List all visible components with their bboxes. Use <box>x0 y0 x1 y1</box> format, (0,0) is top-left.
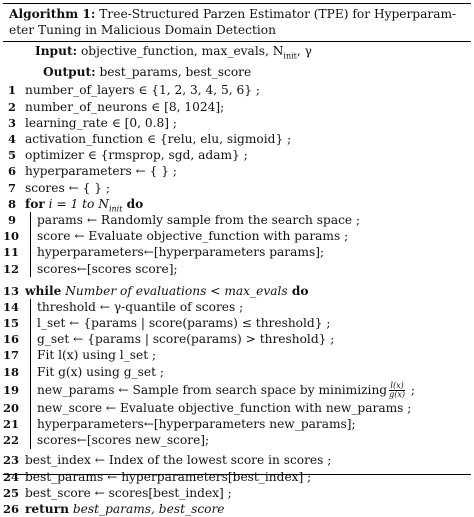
line-text: scores←[scores score]; <box>37 261 178 276</box>
keyword-return: return <box>25 501 69 516</box>
line-text: best_index ← Index of the lowest score in scores ; <box>25 453 332 468</box>
caption-label: Algorithm 1: <box>9 7 96 21</box>
line-text: best_score ← scores[best_index] ; <box>25 485 232 500</box>
line-text: hyperparameters ← { } ; <box>25 164 178 179</box>
algorithm-line <box>3 212 471 228</box>
line-number: 20 <box>3 400 20 415</box>
line-text: Fit l(x) using l_set ; <box>37 348 157 363</box>
caption-title-line1: Tree-Structured Parzen Estimator (TPE) for Hyperparam- <box>99 7 457 21</box>
line-text: i = 1 to N <box>44 196 109 211</box>
keyword-for: for <box>25 196 45 211</box>
line-number: 7 <box>7 180 16 195</box>
line-number: 2 <box>7 99 16 114</box>
fraction-numerator: l(x) <box>390 380 404 390</box>
line-text: new_score ← Evaluate objective_function with new_params ; <box>37 400 412 415</box>
line-text: scores←[scores new_score]; <box>37 433 210 448</box>
line-text: threshold ← γ-quantile of scores ; <box>37 299 244 314</box>
keyword-while: while <box>25 283 62 298</box>
algorithm-caption <box>3 4 471 42</box>
input-tail: , γ <box>296 44 312 58</box>
algorithm-line <box>3 163 471 179</box>
algorithm-line <box>3 347 471 363</box>
algorithm-line <box>3 364 471 380</box>
fraction-denominator: g(x) <box>389 389 405 399</box>
algorithm-box <box>3 3 471 516</box>
line-number: 1 <box>7 83 16 98</box>
line-number: 21 <box>3 417 20 431</box>
algorithm-line <box>3 82 471 98</box>
algorithm-line <box>3 196 471 212</box>
for-block <box>3 212 471 277</box>
line-number: 16 <box>3 332 20 347</box>
input-sub: init <box>283 51 297 61</box>
line-number: 14 <box>3 299 20 314</box>
line-text: best_params ← hyperparameters[best_index] ; <box>25 469 312 484</box>
line-text: hyperparameters←[hyperparameters params]; <box>37 245 325 260</box>
line-text: Number of evaluations < max_evals <box>61 283 288 298</box>
algorithm-line <box>3 315 471 331</box>
line-number: 10 <box>3 229 20 244</box>
line-number: 13 <box>3 283 20 298</box>
line-tail: ; <box>407 382 415 397</box>
algorithm-line <box>3 244 471 260</box>
line-number: 11 <box>3 245 20 260</box>
algorithm-line <box>3 299 471 315</box>
line-number: 12 <box>3 261 20 276</box>
line-text: number_of_layers ∈ {1, 2, 3, 4, 5, 6} ; <box>25 83 260 98</box>
line-number: 19 <box>3 382 20 397</box>
algorithm-line <box>3 432 471 448</box>
line-text: hyperparameters←[hyperparameters new_params]; <box>37 417 356 431</box>
algorithm-line <box>3 331 471 347</box>
line-text: best_params, best_score <box>68 501 225 516</box>
algorithm-line <box>3 99 471 115</box>
algorithm-line <box>3 452 471 468</box>
while-block <box>3 299 471 449</box>
algorithm-line <box>3 261 471 277</box>
line-number: 4 <box>7 132 16 146</box>
algorithm-line <box>3 228 471 244</box>
algorithm-line <box>3 115 471 131</box>
line-text: new_params ← Sample from search space by minimizing <box>37 382 388 397</box>
algorithm-line <box>3 283 471 299</box>
input-text: objective_function, max_evals, N <box>80 44 284 58</box>
line-number: 8 <box>7 196 16 211</box>
algorithm-line <box>3 501 471 517</box>
line-text: score ← Evaluate objective_function with params ; <box>37 229 349 244</box>
caption-title-line2: eter Tuning in Malicious Domain Detection <box>9 23 276 37</box>
line-text: scores ← { } ; <box>25 180 111 195</box>
algorithm-line <box>3 131 471 147</box>
line-text: activation_function ∈ {relu, elu, sigmoid} ; <box>25 132 292 146</box>
line-text: learning_rate ∈ [0, 0.8] ; <box>25 115 178 130</box>
algorithm-line <box>3 400 471 416</box>
algorithm-line <box>3 180 471 196</box>
line-text: g_set ← {params | score(params) > threshold} ; <box>37 332 335 347</box>
line-text: number_of_neurons ∈ [8, 1024]; <box>25 99 225 114</box>
algorithm-line <box>3 416 471 432</box>
algorithm-line <box>3 380 471 400</box>
line-text: Fit g(x) using g_set ; <box>37 364 164 379</box>
algorithm-line <box>3 485 471 501</box>
algorithm-line <box>3 469 471 485</box>
line-text: l_set ← {params | score(params) ≤ threshold} ; <box>37 316 331 331</box>
line-number: 5 <box>7 148 16 163</box>
algorithm-lines <box>3 82 471 517</box>
line-number: 23 <box>3 453 20 468</box>
input-label: Input: <box>35 44 78 58</box>
keyword-do: do <box>287 283 309 298</box>
output-text: best_params, best_score <box>99 65 252 80</box>
line-number: 25 <box>3 485 20 500</box>
line-number: 17 <box>3 348 20 363</box>
line-number: 18 <box>3 364 20 379</box>
output-line <box>3 65 471 82</box>
input-line <box>3 42 471 65</box>
line-number: 9 <box>7 212 16 227</box>
output-label: Output: <box>43 65 96 80</box>
algorithm-line <box>3 147 471 163</box>
line-number: 6 <box>7 164 16 179</box>
line-number: 24 <box>3 469 20 484</box>
line-number: 22 <box>3 433 20 448</box>
line-text: params ← Randomly sample from the search space ; <box>37 212 361 227</box>
line-text: optimizer ∈ {rmsprop, sgd, adam} ; <box>25 148 248 163</box>
line-number: 15 <box>3 316 20 331</box>
line-sub: init <box>108 204 123 214</box>
fraction <box>389 382 405 399</box>
keyword-do: do <box>122 196 144 211</box>
line-number: 3 <box>7 115 16 130</box>
line-number: 26 <box>3 501 20 516</box>
